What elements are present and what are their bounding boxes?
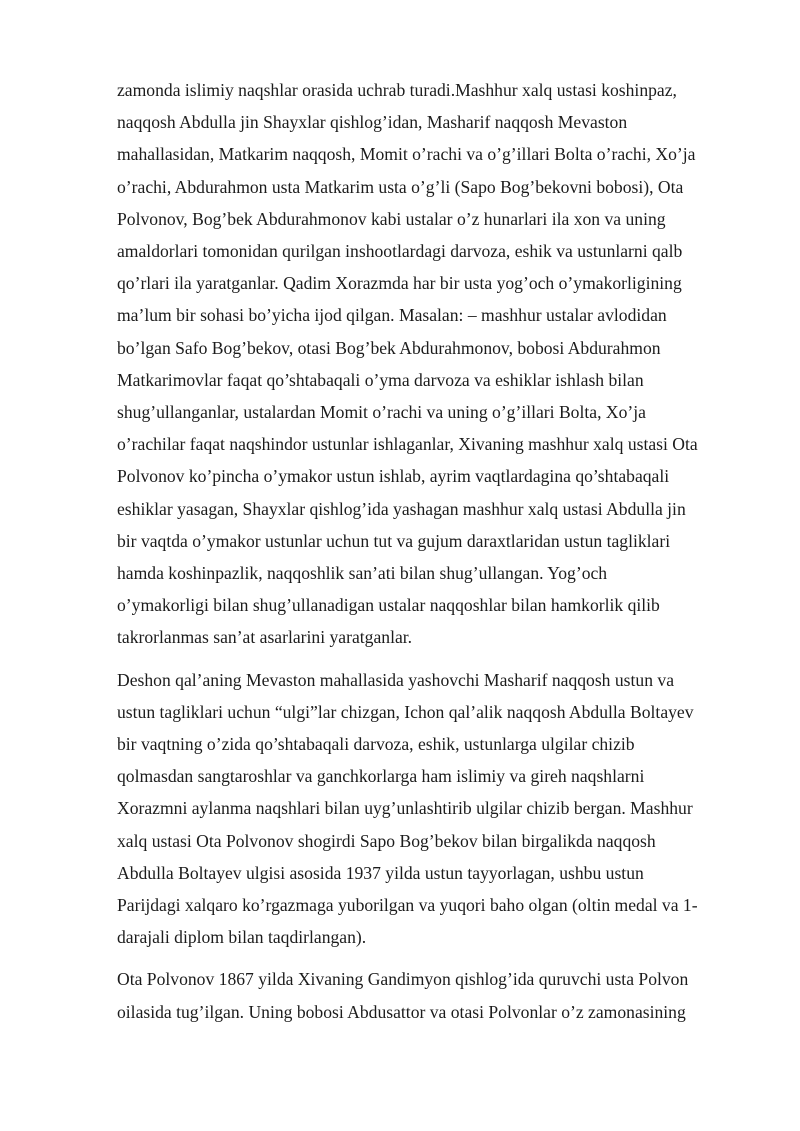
text-line: Deshon qal’aning Mevaston mahallasida yashovchi Masharif naqqosh ustun va	[117, 669, 675, 690]
text-line: Xorazmni aylanma naqshlari bilan uyg’unlashtirib ulgilar chizib bergan. Mashhur	[117, 798, 693, 819]
text-line: o’rachi, Abdurahmon usta Matkarim usta o’g’li (Sapo Bog’bekovni bobosi), Ota	[117, 176, 684, 197]
text-line: o’ymakorligi bilan shug’ullanadigan ustalar naqqoshlar bilan hamkorlik qilib	[117, 595, 660, 616]
text-line: Matkarimovlar faqat qo’shtabaqali o’yma darvoza va eshiklar ishlash bilan	[117, 369, 644, 390]
text-line: qo’rlari ila yaratganlar. Qadim Xorazmda har bir usta yog’och o’ymakorligining	[117, 273, 682, 294]
text-line: bo’lgan Safo Bog’bekov, otasi Bog’bek Abdurahmonov, bobosi Abdurahmon	[117, 337, 661, 358]
text-line: eshiklar yasagan, Shayxlar qishlog’ida yashagan mashhur xalq ustasi Abdulla jin	[117, 498, 686, 519]
paragraph-1	[117, 74, 745, 654]
text-line: hamda koshinpazlik, naqqoshlik san’ati bilan shug’ullangan. Yog’och	[117, 563, 608, 584]
text-line: ustun tagliklari uchun “ulgi”lar chizgan, Ichon qal’alik naqqosh Abdulla Boltayev	[117, 701, 694, 722]
text-line: darajali diplom bilan taqdirlangan).	[117, 927, 367, 948]
text-line: bir vaqtda o’ymakor ustunlar uchun tut va gujum daraxtlaridan ustun tagliklari	[117, 530, 671, 551]
text-line: naqqosh Abdulla jin Shayxlar qishlog’idan, Masharif naqqosh Mevaston	[117, 112, 628, 133]
paragraph-2	[117, 664, 745, 954]
text-line: bir vaqtning o’zida qo’shtabaqali darvoza, eshik, ustunlarga ulgilar chizib	[117, 734, 635, 755]
paragraph-3	[117, 963, 745, 1027]
document-body	[117, 74, 745, 1038]
text-line: xalq ustasi Ota Polvonov shogirdi Sapo Bog’bekov bilan birgalikda naqqosh	[117, 830, 656, 851]
text-line: oilasida tug’ilgan. Uning bobosi Abdusattor va otasi Polvonlar o’z zamonasining	[117, 1001, 686, 1022]
text-line: Polvonov ko’pincha o’ymakor ustun ishlab, ayrim vaqtlardagina qo’shtabaqali	[117, 466, 670, 487]
text-line: Ota Polvonov 1867 yilda Xivaning Gandimyon qishlog’ida quruvchi usta Polvon	[117, 969, 689, 990]
text-line: Polvonov, Bog’bek Abdurahmonov kabi ustalar o’z hunarlari ila xon va uning	[117, 208, 666, 229]
text-line: amaldorlari tomonidan qurilgan inshootlardagi darvoza, eshik va ustunlarni qalb	[117, 241, 683, 262]
text-line: shug’ullanganlar, ustalardan Momit o’rachi va uning o’g’illari Bolta, Xo’ja	[117, 402, 646, 423]
text-line: qolmasdan sangtaroshlar va ganchkorlarga ham islimiy va gireh naqshlarni	[117, 766, 645, 787]
text-line: Parijdagi xalqaro ko’rgazmaga yuborilgan va yuqori baho olgan (oltin medal va 1-	[117, 895, 698, 916]
text-line: o’rachilar faqat naqshindor ustunlar ishlaganlar, Xivaning mashhur xalq ustasi Ota	[117, 434, 698, 455]
text-line: Abdulla Boltayev ulgisi asosida 1937 yilda ustun tayyorlagan, ushbu ustun	[117, 862, 644, 883]
text-line: ma’lum bir sohasi bo’yicha ijod qilgan. Masalan: – mashhur ustalar avlodidan	[117, 305, 667, 326]
text-line: zamonda islimiy naqshlar orasida uchrab turadi.Mashhur xalq ustasi koshinpaz,	[117, 80, 677, 100]
text-line: mahallasidan, Matkarim naqqosh, Momit o’rachi va o’g’illari Bolta o’rachi, Xo’ja	[117, 144, 696, 165]
text-line: takrorlanmas san’at asarlarini yaratganlar.	[117, 627, 413, 648]
